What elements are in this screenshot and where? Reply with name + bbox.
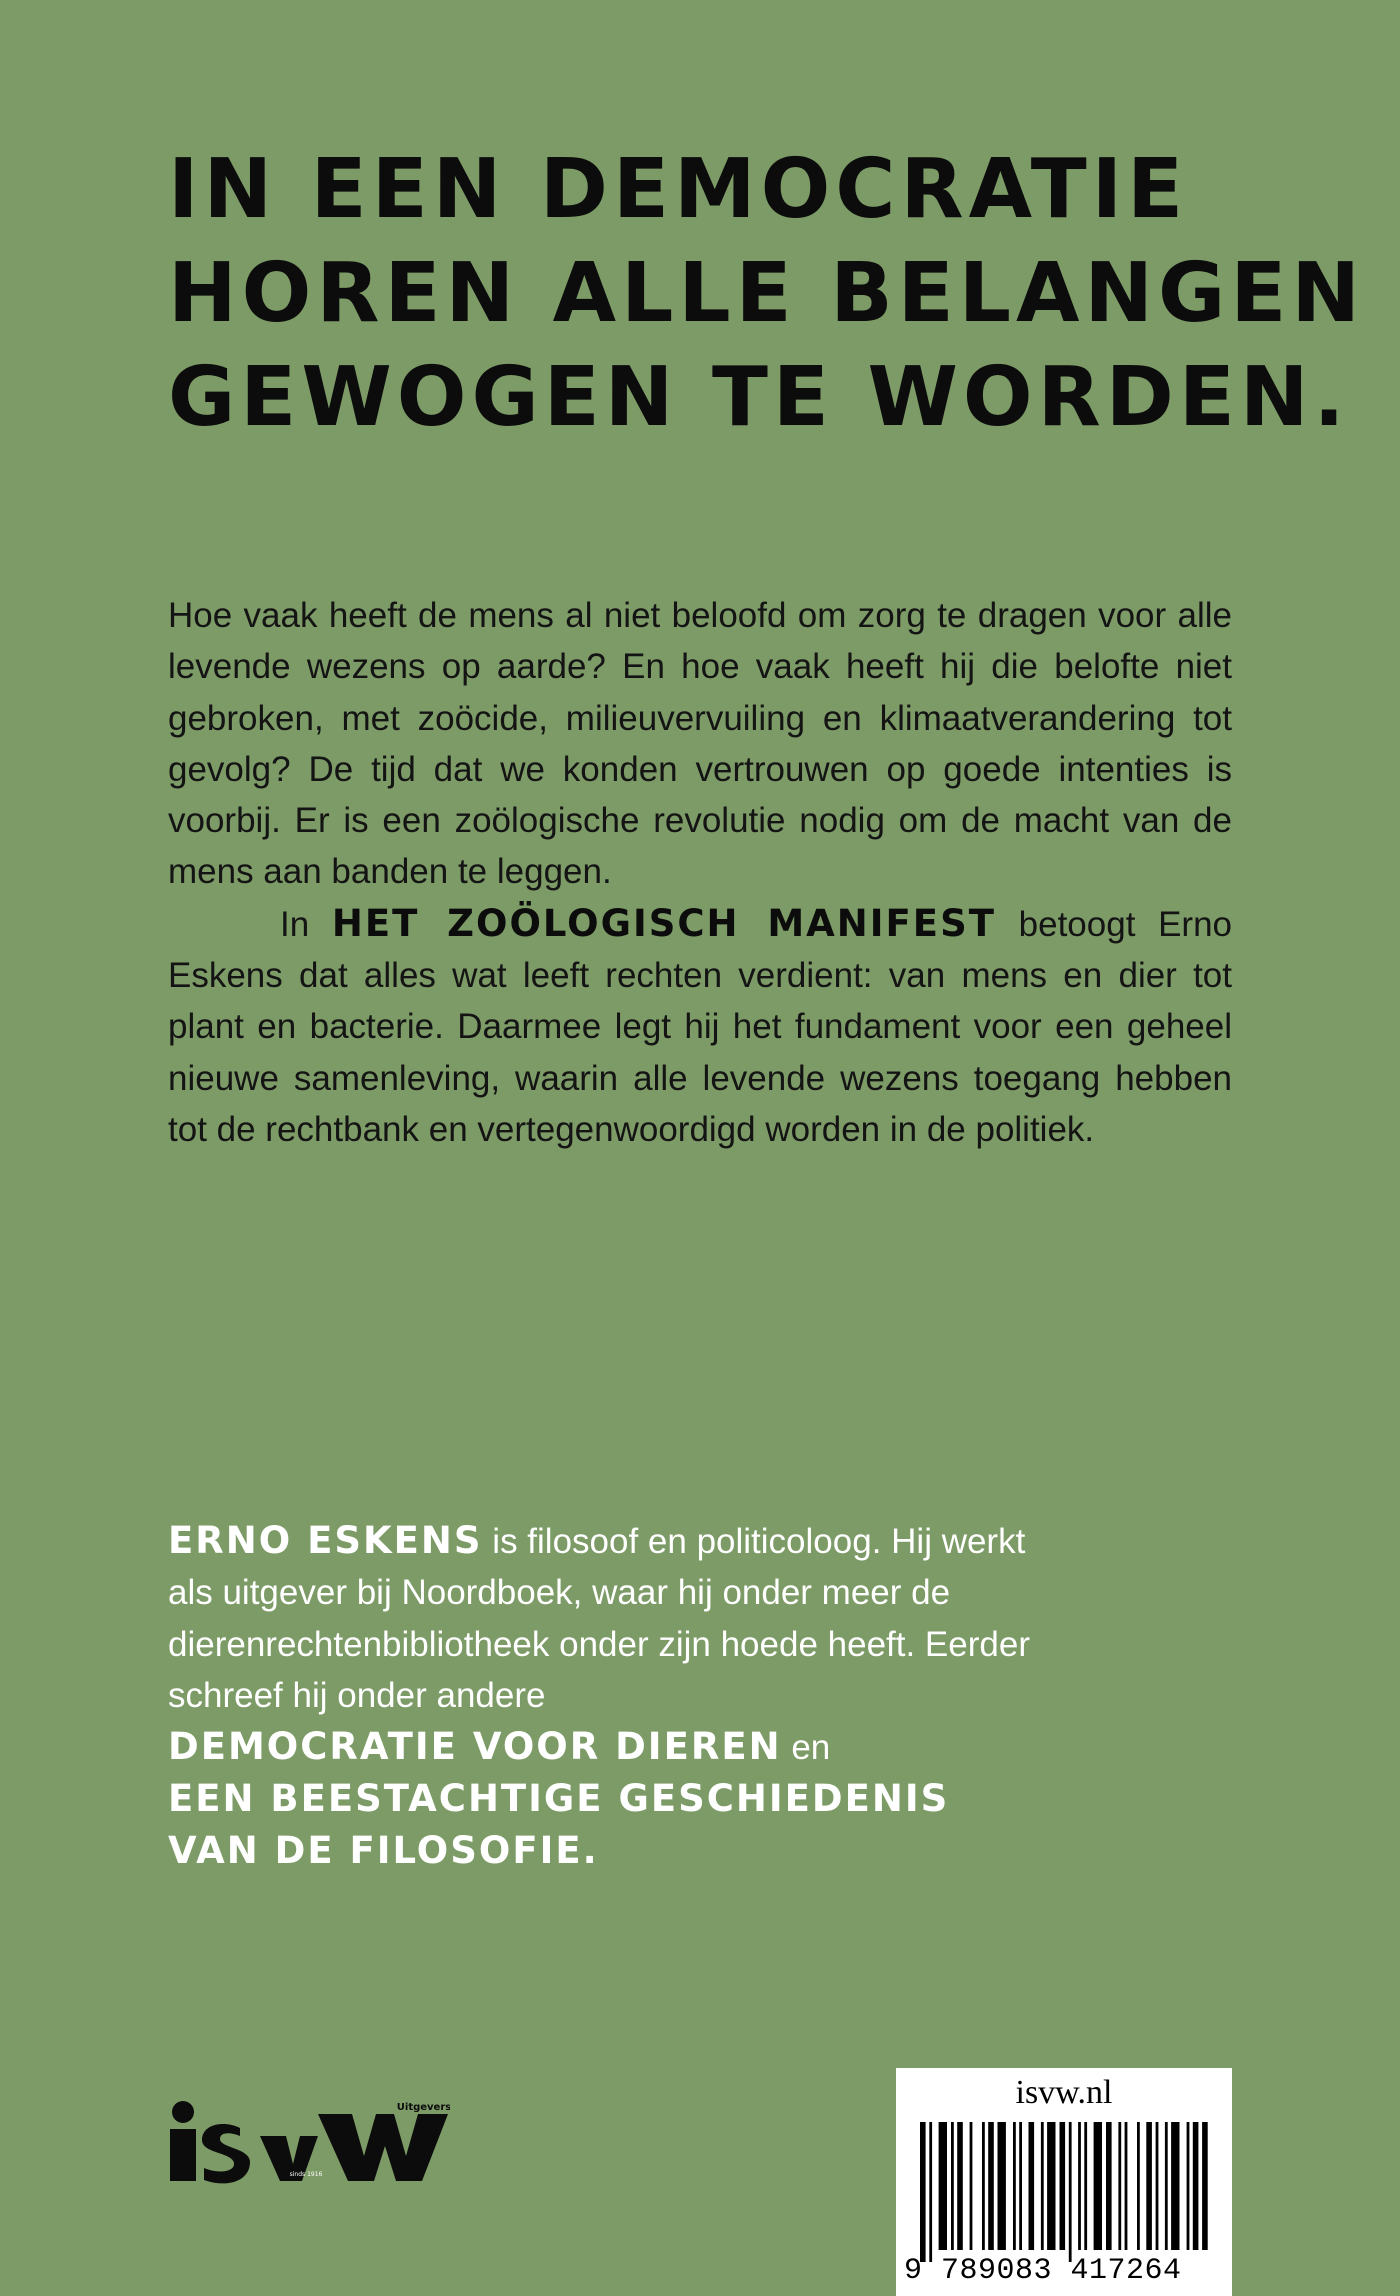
logo-since-label: sinds 1916 (289, 2171, 323, 2178)
bio-book-2-line-1: EEN BEESTACHTIGE GESCHIEDENIS (168, 1777, 950, 1821)
headline-line-1: IN EEN DEMOCRATIE (168, 142, 1189, 237)
bio-book-line-1 (168, 1721, 1068, 1773)
author-name: ERNO ESKENS (168, 1519, 483, 1562)
publisher-logo (168, 2098, 450, 2186)
blurb (168, 590, 1232, 1155)
blurb-paragraph-2-rest: betoogt Erno Eskens dat alles wat leeft rechten verdient: van mens en dier tot plant en bacterie. Daarmee legt hij het fundament voor een geheel nieuwe samenleving, waarin alle levende wezens toegang hebben tot de rechtbank en vertegenwoordigd worden in de politiek. (168, 904, 1233, 1149)
author-bio-text: is filosoof en politicoloog. Hij werkt als uitgever bij Noordboek, waar hij onder meer de dierenrechtenbibliotheek onder zijn hoede heeft. Eerder schreef hij onder andere (168, 1522, 1030, 1715)
bio-book-2-line-2: VAN DE FILOSOFIE. (168, 1828, 599, 1872)
bio-book-1: DEMOCRATIE VOOR DIEREN (168, 1725, 782, 1769)
barcode-bars-icon (906, 2122, 1222, 2262)
bio-conjunction: en (791, 1728, 831, 1768)
isbn-digits: 9 789083 417264 (904, 2254, 1182, 2288)
headline-line-3: GEWOGEN TE WORDEN. (168, 350, 1350, 445)
barcode-url: isvw.nl (1015, 2074, 1113, 2111)
barcode (896, 2068, 1232, 2296)
headline-line-2: HOREN ALLE BELANGEN (168, 246, 1365, 341)
blurb-paragraph-1: Hoe vaak heeft de mens al niet beloofd om zorg te dragen voor alle levende wezens op aarde? En hoe vaak heeft hij die belofte niet gebroken, met zoöcide, milieuvervuiling en klimaatverandering tot gevolg? De tijd dat we konden vertrouwen op goede intenties is voorbij. Er is een zoölogische revolutie nodig om de macht van de mens aan banden te leggen. (168, 596, 1232, 892)
logo-uitgevers-label: Uitgevers (396, 2102, 450, 2113)
blurb-paragraph-2 (168, 898, 1232, 1155)
blurb-paragraph-2-prefix: In (280, 904, 310, 944)
book-title: HET ZOÖLOGISCH MANIFEST (331, 901, 996, 945)
headline (168, 138, 1365, 450)
isvw-logo-icon (168, 2098, 450, 2186)
author-bio (168, 1515, 1068, 1876)
